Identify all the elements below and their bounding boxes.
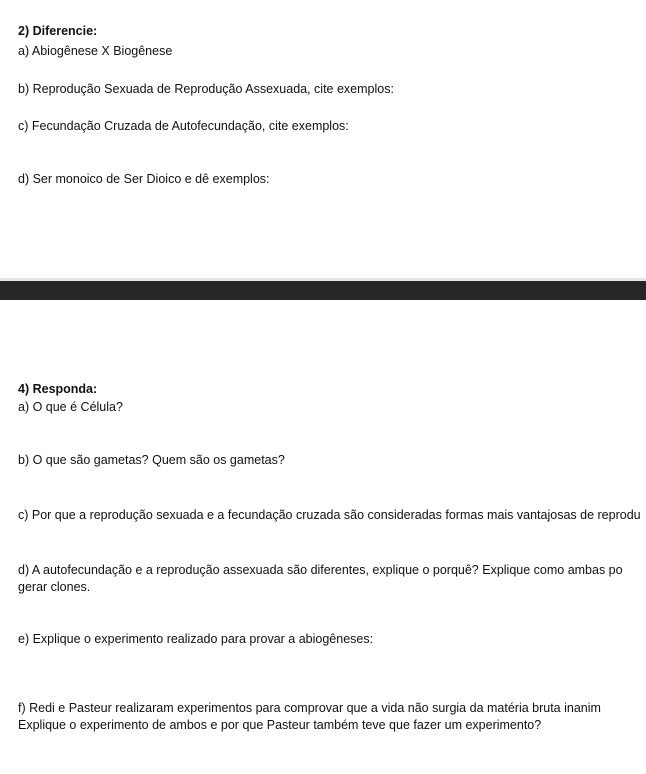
page-separator-band [0, 281, 646, 300]
question-4b: b) O que são gametas? Quem são os gametas? [18, 453, 285, 467]
question-4d-line1: d) A autofecundação e a reprodução assexuada são diferentes, explique o porquê? Explique como ambas po [18, 563, 623, 577]
question-2c: c) Fecundação Cruzada de Autofecundação, cite exemplos: [18, 119, 349, 133]
section-4-heading: 4) Responda: [18, 382, 98, 396]
question-4f-line1: f) Redi e Pasteur realizaram experimentos para comprovar que a vida não surgia da matéria bruta inanim [18, 701, 601, 715]
question-2d: d) Ser monoico de Ser Dioico e dê exemplos: [18, 172, 270, 186]
question-2a: a) Abiogênese X Biogênese [18, 44, 173, 58]
question-4d-line2: gerar clones. [18, 580, 91, 594]
question-4f-line2: Explique o experimento de ambos e por que Pasteur também teve que fazer um experimento? [18, 718, 542, 732]
question-4e: e) Explique o experimento realizado para provar a abiogêneses: [18, 632, 374, 646]
question-4c: c) Por que a reprodução sexuada e a fecundação cruzada são consideradas formas mais vantajosas de reprodu [18, 508, 641, 522]
section-2-heading: 2) Diferencie: [18, 24, 98, 38]
question-2b: b) Reprodução Sexuada de Reprodução Assexuada, cite exemplos: [18, 82, 394, 96]
question-4a: a) O que é Célula? [18, 400, 123, 414]
